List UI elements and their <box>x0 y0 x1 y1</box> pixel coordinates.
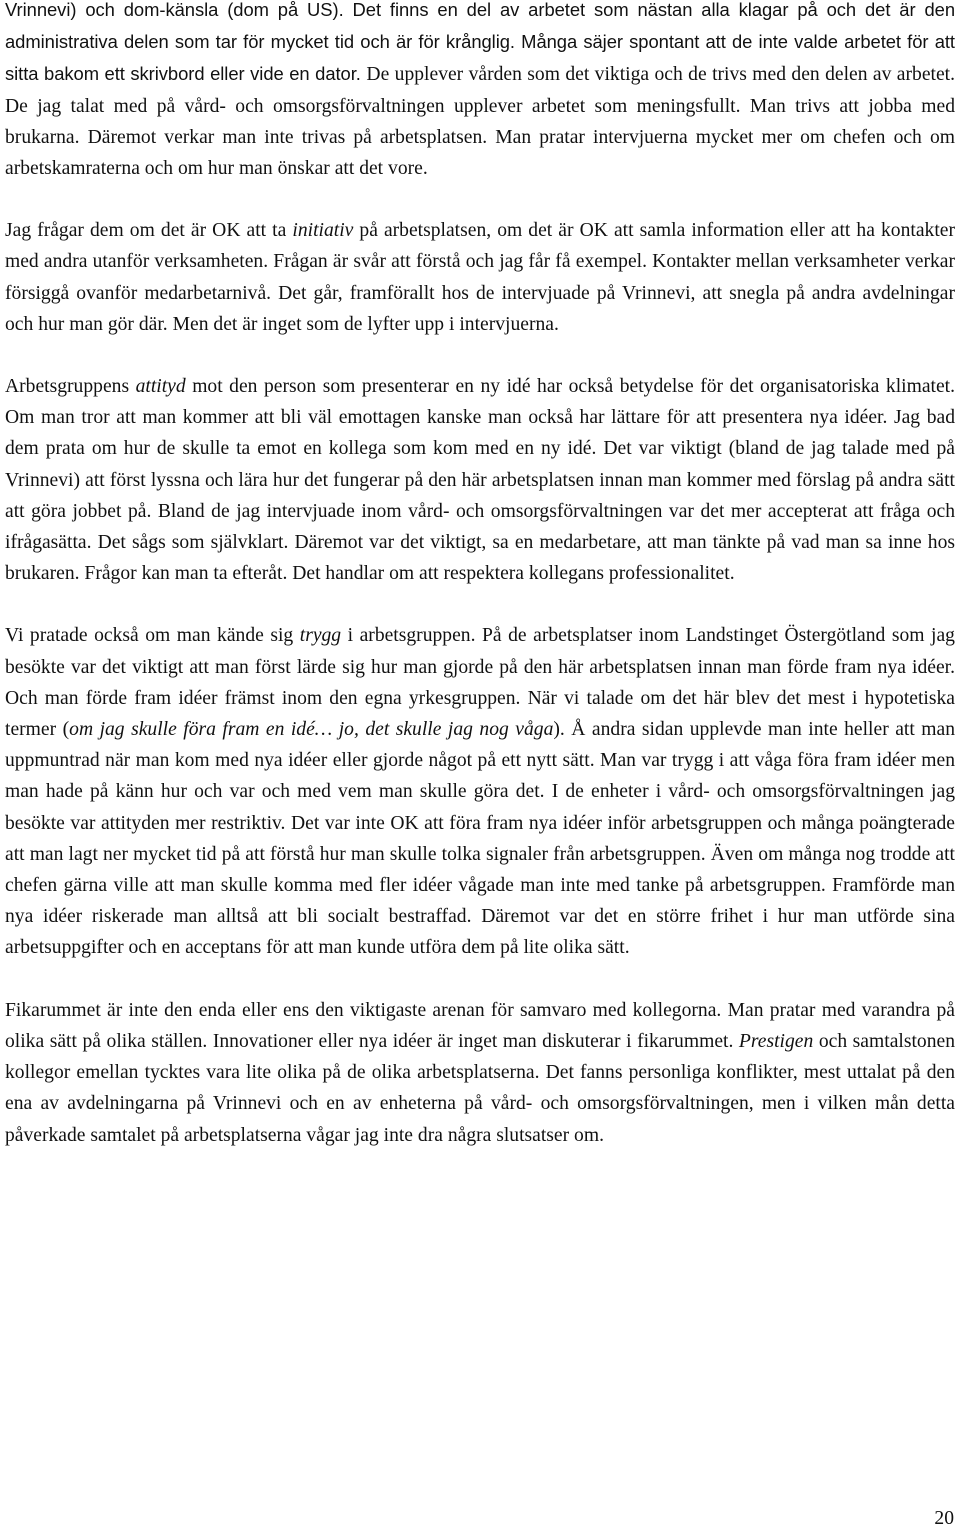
paragraph-4 <box>5 620 955 963</box>
paragraph-3 <box>5 371 955 589</box>
paragraph-1 <box>5 0 955 184</box>
paragraph-2-segment-3: på arbetsplatsen, om det är OK att samla information eller att ha kontakter med andra utanför verksamheten. Frågan är svår att förstå och jag får få exempel. Kontakter mellan verksamheter verkar försiggå ovanför medarbetarnivå. Det går, framförallt hos de intervjuade på Vrinnevi, att snegla på andra avdelningar och hur man gör där. Men det är inget som de lyfter upp i intervjuerna. <box>5 220 955 335</box>
paragraph-3-segment-3: mot den person som presenterar en ny idé har också betydelse för det organisatoriska klimatet. Om man tror att man kommer att bli väl emottagen kanske man också har lättare för att presentera nya idéer. Jag bad dem prata om hur de skulle ta emot en kollega som kom med en ny idé. Det var viktigt (bland de jag talade med på Vrinnevi) att först lyssna och lära hur det fungerar på den här arbetsplatsen innan man kommer med förslag på andra sätt att göra jobbet på. Bland de jag intervjuade inom vård- och omsorgsförvaltningen var det mer accepterat att fråga och ifrågasätta. Det sågs som självklart. Däremot var det viktigt, sa en medarbetare, att man tänkte på vad man sa inne hos brukaren. Frågor kan man ta efteråt. Det handlar om att respektera kollegans professionalitet. <box>5 376 956 585</box>
paragraph-4-segment-3: i arbetsgruppen. På de arbetsplatser inom Landstinget Östergötland som jag besökte var det viktigt att man först lärde sig hur man gjorde på den här arbetsplatsen innan man förde fram nya idéer. Och man förde fram idéer främst inom den egna yrkesgruppen. När vi talade om det här blev det mest i hypotetiska termer ( <box>5 625 955 741</box>
paragraph-1-segment-2: De upplever vården som det viktiga och de trivs med den delen av arbetet. De jag talat med på vård- och omsorgsförvaltningen upplever arbetet som meningsfullt. Man trivs att jobba med brukarna. Däremot verkar man inte trivas på arbetsplatsen. Man pratar intervjuerna mycket mer om chefen och om arbetskamraterna och om hur man önskar att det vore. <box>5 64 956 180</box>
paragraph-5-italic-prestigen: Prestigen <box>738 1030 814 1052</box>
paragraph-4-italic-quote: om jag skulle föra fram en idé… jo, det skulle jag nog våga <box>69 719 554 741</box>
paragraph-5-segment-3: och samtalstonen kollegor emellan tycktes vara lite olika på de olika arbetsplatserna. Det fanns personliga konflikter, mest uttalat på den ena av avdelningarna på Vrinnevi och en av enheterna på vård- och omsorgsförvaltningen, men i vilken mån detta påverkade samtalet på arbetsplatserna vågar jag inte dra några slutsatser om. <box>5 1030 955 1146</box>
document-page <box>5 0 955 1182</box>
paragraph-5-segment-1: Fikarummet är inte den enda eller ens den viktigaste arenan för samvaro med kollegorna. Man pratar med varandra på olika sätt på olika ställen. Innovationer eller nya idéer är inget man diskuterar i fikarummet. <box>5 999 955 1052</box>
paragraph-4-segment-5: ). Å andra sidan upplevde man inte heller att man uppmuntrad när man kom med nya idéer eller gjorde något på ett nytt sätt. Man var trygg i att våga föra fram idéer men man hade på känn hur och var och med vem man skulle göra det. I de enheter i vård- och omsorgsförvaltningen jag besökte var attityden mer restriktiv. Det var inte OK att föra fram nya idéer inför arbetsgruppen och många poängterade att man lagt ner mycket tid på att förstå hur man skulle tolka signaler från arbetsgruppen. Även om många nog trodde att chefen gärna ville att man skulle komma med fler idéer vågade man inte med tanke på arbetsgruppen. Framförde man nya idéer riskerade man alltså att bli socialt bestraffad. Däremot var det en större frihet i hur man utförde sina arbetsuppgifter och en acceptans för att man kunde utföra dem på lite olika sätt. <box>5 719 955 959</box>
paragraph-2-segment-1: Jag frågar dem om det är OK att ta <box>5 220 293 242</box>
paragraph-5 <box>5 995 955 1151</box>
page-number: 20 <box>934 1508 954 1529</box>
paragraph-4-segment-1: Vi pratade också om man kände sig <box>5 625 300 647</box>
paragraph-3-italic-attityd: attityd <box>135 376 186 398</box>
paragraph-1-segment-1: Vrinnevi) och dom-känsla (dom på US). Det finns en del av arbetet som nästan alla klagar på och det är den administrativa delen som tar för mycket tid och är för krånglig. Många säjer spontant att de inte valde arbetet för att sitta bakom ett skrivbord eller vide en dator. <box>5 0 955 85</box>
paragraph-4-italic-trygg: trygg <box>299 625 342 647</box>
paragraph-2 <box>5 215 955 340</box>
paragraph-2-italic-initiativ: initiativ <box>292 220 354 242</box>
paragraph-3-segment-1: Arbetsgruppens <box>5 376 136 398</box>
